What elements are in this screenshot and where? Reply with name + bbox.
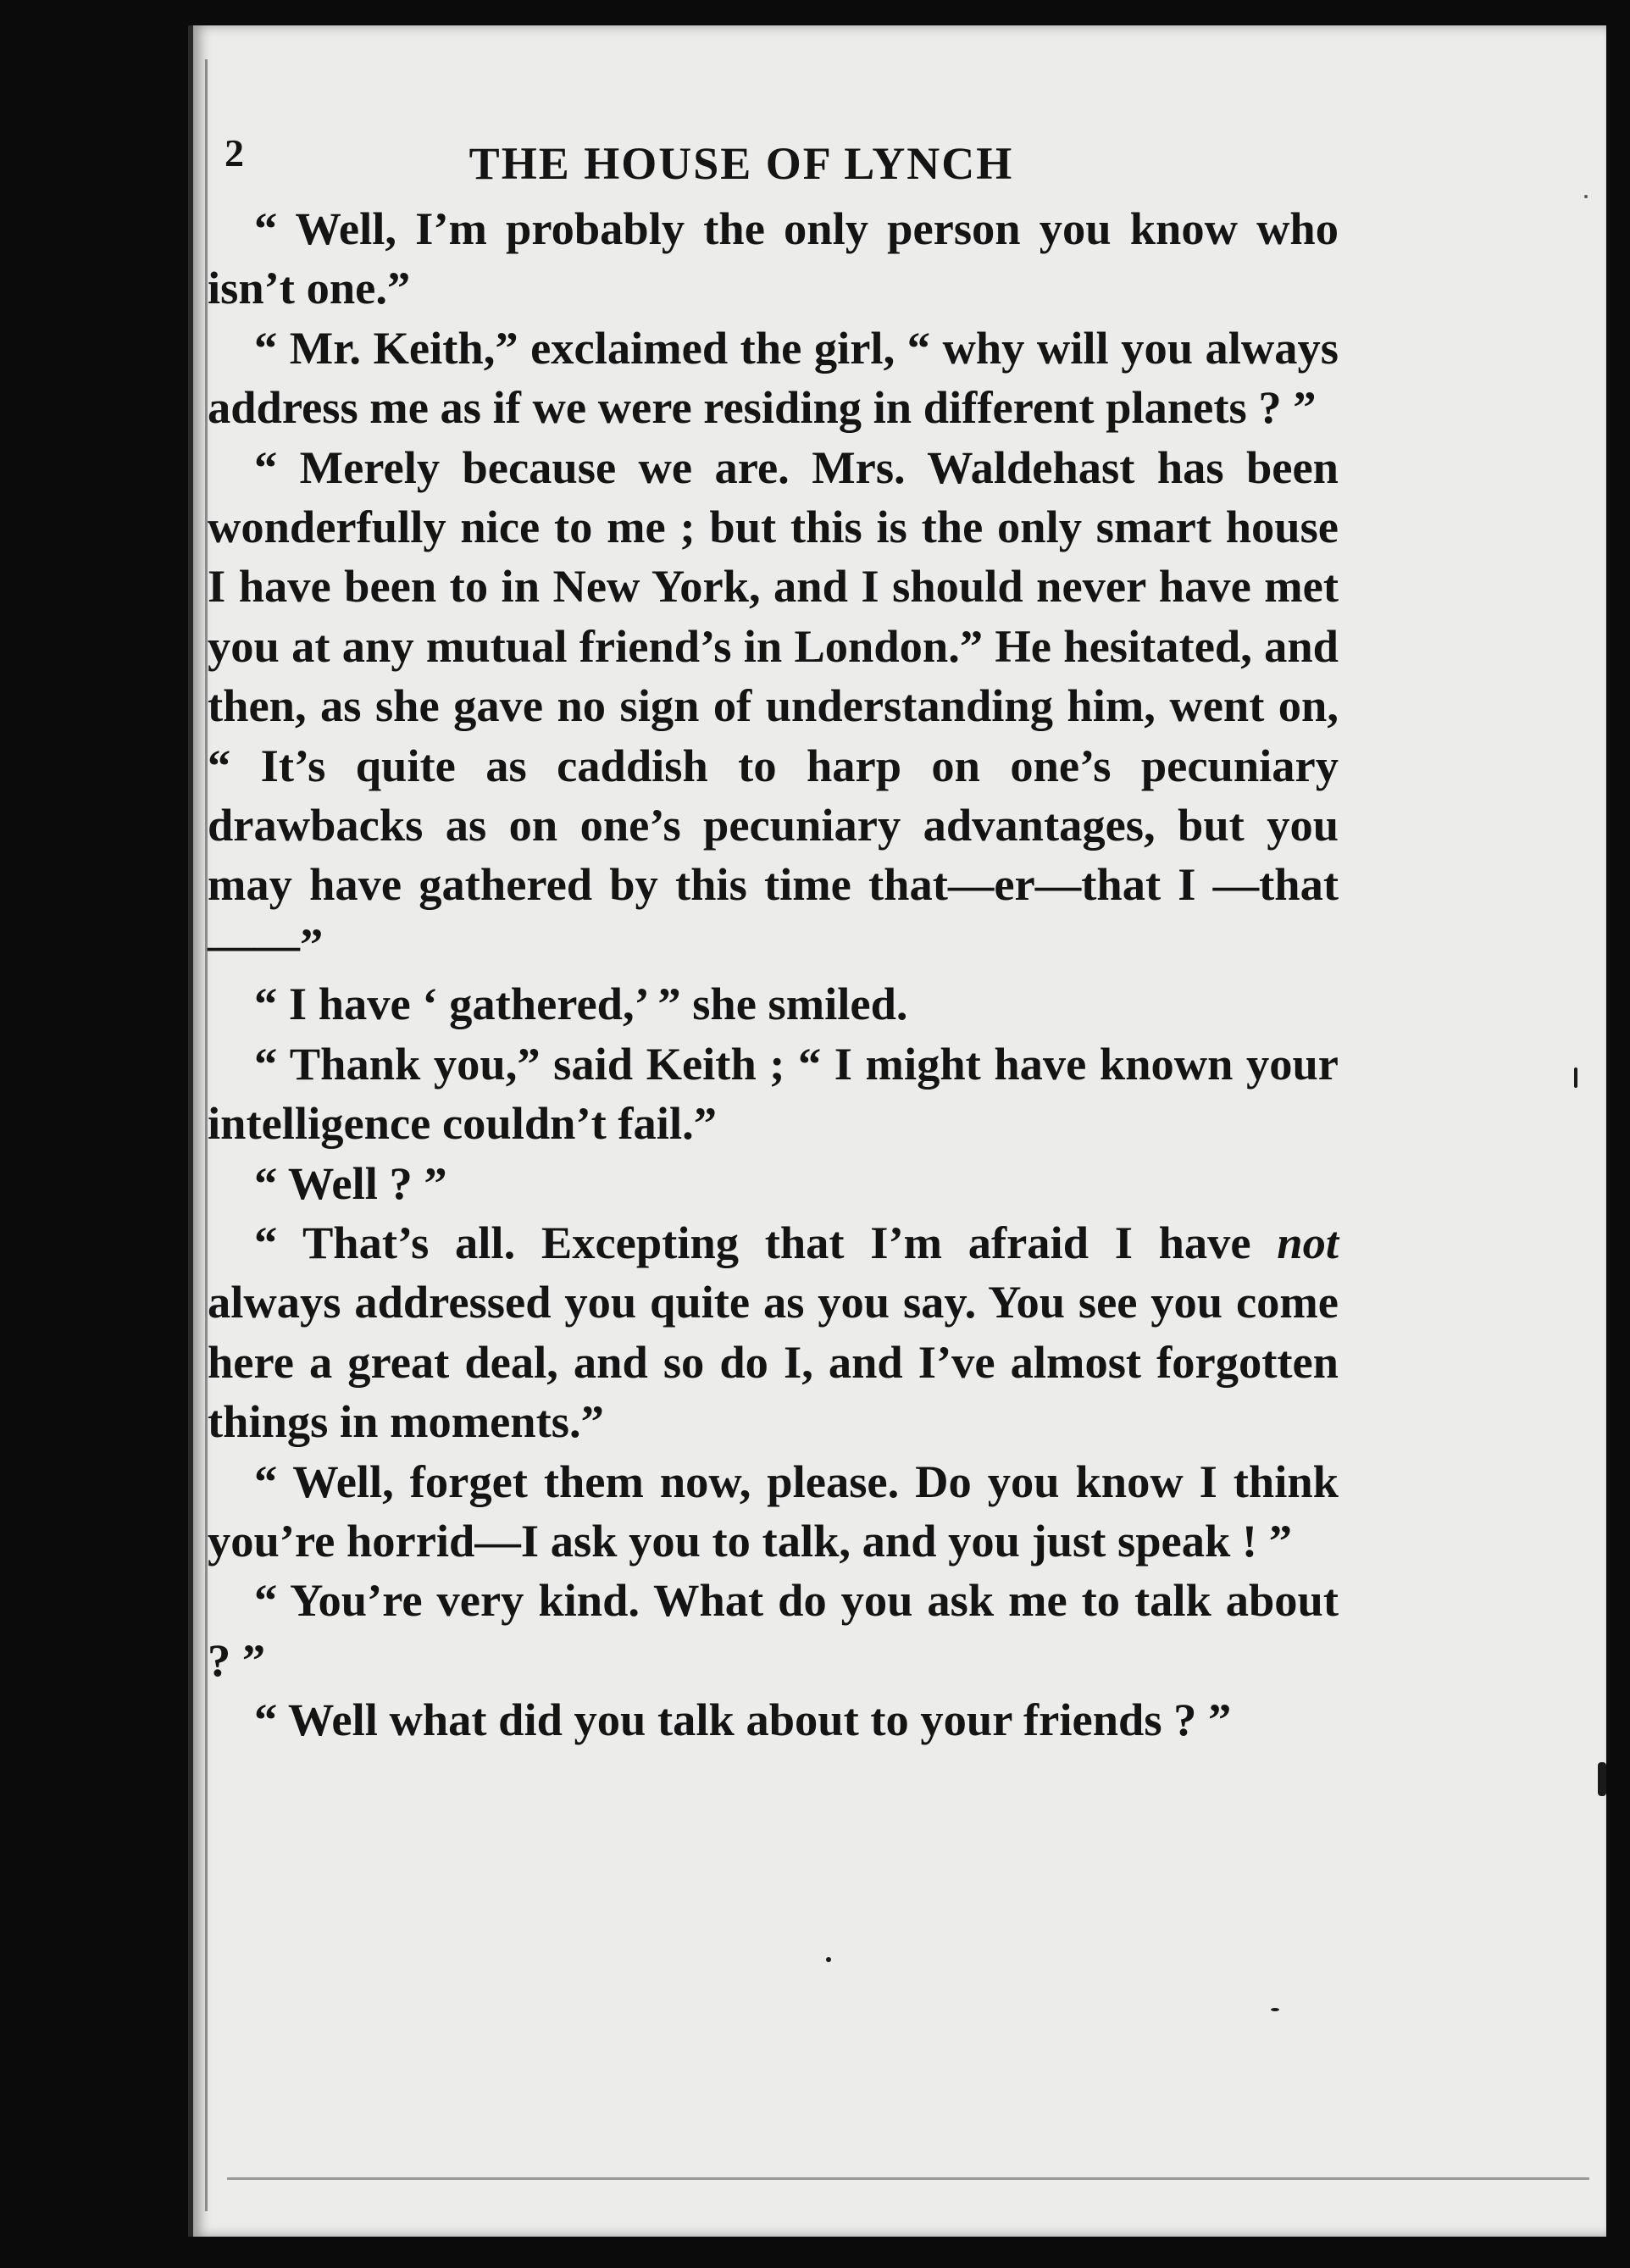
paragraph: “ Well ? ” xyxy=(254,1156,447,1209)
paragraph: “ Merely because we are. Mrs. Waldehast has been wonderfully nice to me ; but this is the only smart house I have been to in New York, and I should never have met you at any mutual friend’s in London.” He hesitated, and then, as she gave no sign of understanding him, went on, “ It’s quite as caddish to harp on one’s pecuniary drawbacks as on one’s pecuniary advantages, but you may have gathered by this time that—er—that I —that——” xyxy=(208,441,1339,970)
paragraph: “ Thank you,” said Keith ; “ I might have known your intelligence couldn’t fail.” xyxy=(208,1037,1339,1150)
scan-speck xyxy=(1271,2008,1279,2011)
paragraph: “ You’re very kind. What do you ask me to talk about ? ” xyxy=(208,1574,1339,1686)
paragraph: “ Well what did you talk about to your friends ? ” xyxy=(254,1694,1232,1746)
scan-speck xyxy=(1574,1067,1577,1088)
paragraph-text: always addressed you quite as you say. You see you come here a great deal, and so do I, and I’ve almost forgotten things in moments.” xyxy=(208,1276,1339,1448)
emphasized-word: not xyxy=(1277,1216,1339,1268)
paragraph: “ I have ‘ gathered,’ ” she smiled. xyxy=(254,978,908,1030)
bottom-edge-line xyxy=(227,2177,1589,2180)
paragraph-text: “ That’s all. Excepting that I’m afraid I have xyxy=(254,1216,1278,1268)
page-header xyxy=(225,127,1258,195)
running-head: THE HOUSE OF LYNCH xyxy=(468,138,1014,189)
body-text xyxy=(208,199,1339,1750)
scan-speck xyxy=(1598,1762,1606,1796)
paragraph: “ Mr. Keith,” exclaimed the girl, “ why will you always address me as if we were residing in different planets ? ” xyxy=(208,321,1339,434)
page-number: 2 xyxy=(225,131,244,175)
paragraph: “ Well, I’m probably the only person you know who isn’t one.” xyxy=(208,202,1339,314)
paragraph: “ Well, forget them now, please. Do you know I think you’re horrid—I ask you to talk, and you just speak ! ” xyxy=(208,1455,1339,1567)
scan-speck xyxy=(826,1957,831,1962)
paragraph xyxy=(208,1213,1339,1452)
scan-speck xyxy=(1584,195,1588,198)
